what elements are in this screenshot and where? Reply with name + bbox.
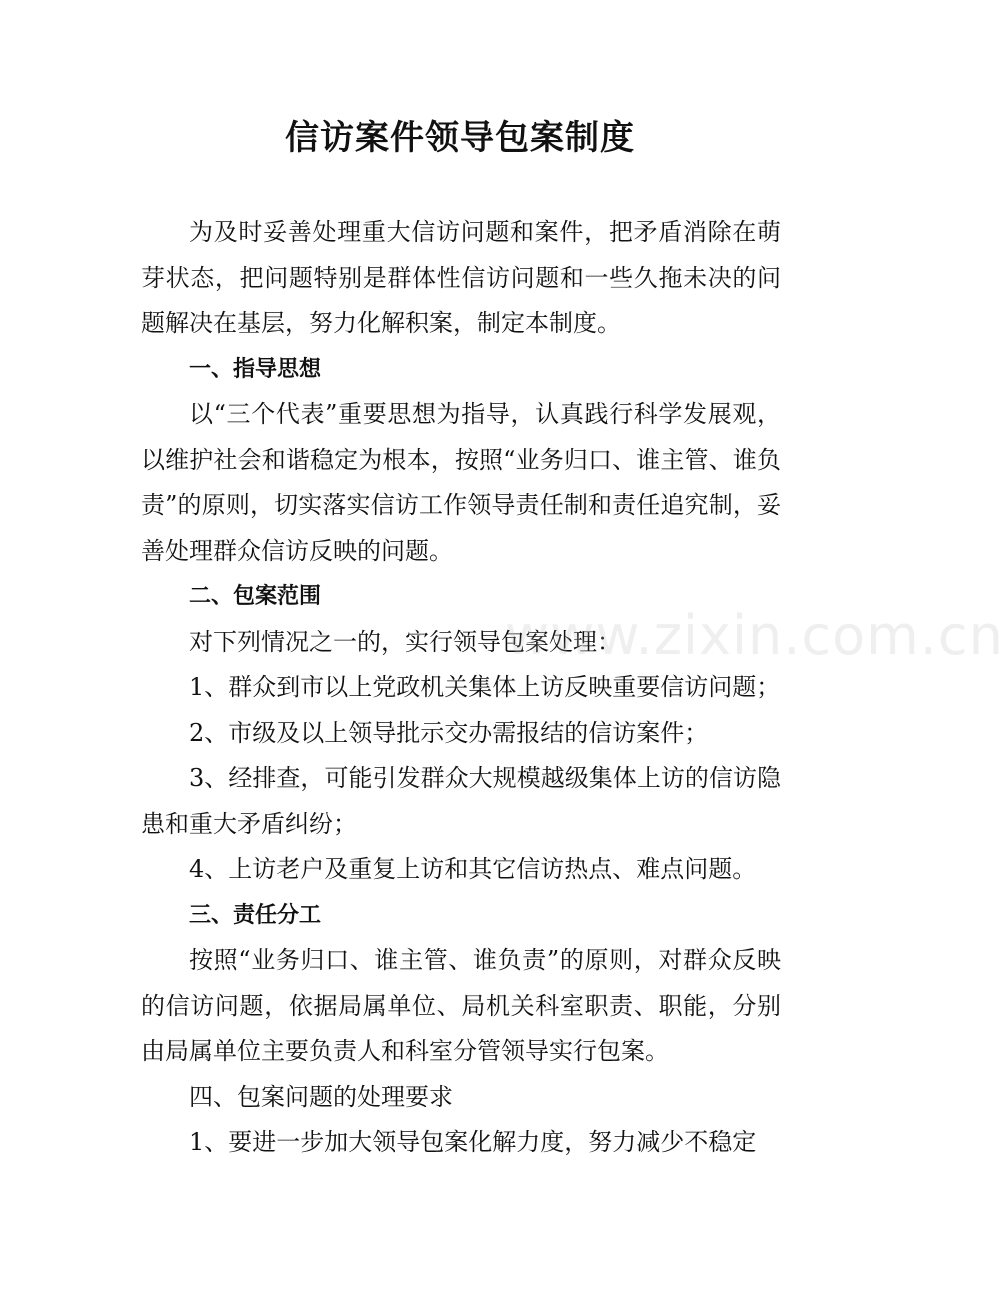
section-1-paragraph: 以“三个代表”重要思想为指导，认真践行科学发展观，以维护社会和谐稳定为根本，按照“业务归口、谁主管、谁负责”的原则，切实落实信访工作领导责任制和责任追究制，妥善处理群众信访反映的问题。 — [141, 400, 781, 565]
section-4-item-1: 1、要进一步加大领导包案化解力度，努力减少不稳定 — [189, 1128, 757, 1156]
intro-paragraph: 为及时妥善处理重大信访问题和案件，把矛盾消除在萌芽状态，把问题特别是群体性信访问题和一些久拖未决的问题解决在基层，努力化解积案，制定本制度。 — [141, 218, 781, 337]
section-3-paragraph: 按照“业务归口、谁主管、谁负责”的原则，对群众反映的信访问题，依据局属单位、局机关科室职责、职能，分别由局属单位主要负责人和科室分管领导实行包案。 — [141, 946, 781, 1065]
list-item-1: 1、群众到市以上党政机关集体上访反映重要信访问题； — [189, 673, 781, 701]
list-item-4: 4、上访老户及重复上访和其它信访热点、难点问题。 — [189, 855, 757, 883]
section-heading-1: 一、指导思想 — [189, 356, 322, 382]
watermark: www.zixin.com.cn — [505, 604, 1004, 667]
section-heading-4: 四、包案问题的处理要求 — [189, 1082, 453, 1111]
document-body — [141, 210, 781, 1166]
section-2-intro: 对下列情况之一的，实行领导包案处理： — [189, 627, 621, 656]
document-title: 信访案件领导包案制度 — [285, 118, 635, 158]
list-item-2: 2、市级及以上领导批示交办需报结的信访案件； — [189, 718, 709, 747]
section-heading-2: 二、包案范围 — [189, 584, 322, 609]
section-heading-3: 三、责任分工 — [189, 902, 322, 928]
list-item-3: 3、经排查，可能引发群众大规模越级集体上访的信访隐患和重大矛盾纠纷； — [141, 764, 781, 838]
